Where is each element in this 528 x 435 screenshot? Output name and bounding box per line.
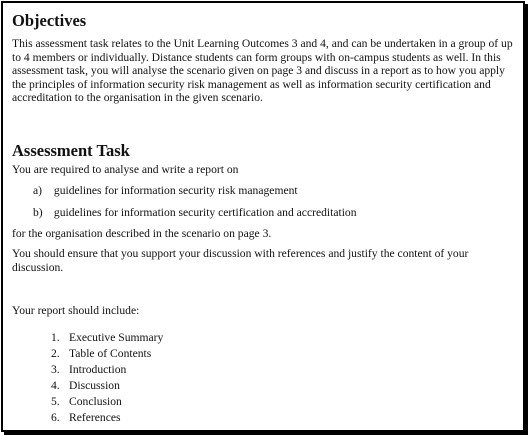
task-ensure: You should ensure that you support your discussion with references and justify the content of your discussion. <box>12 247 469 274</box>
task-item-marker: b) <box>33 206 43 219</box>
include-item-number: 2. <box>51 347 60 360</box>
include-item-text: References <box>69 411 121 424</box>
include-item-number: 1. <box>51 331 60 344</box>
assessment-task-heading: Assessment Task <box>12 141 130 160</box>
include-item-text: Executive Summary <box>69 331 164 344</box>
include-item <box>51 363 126 377</box>
include-item-number: 4. <box>51 379 60 392</box>
task-after: for the organisation described in the scenario on page 3. <box>12 227 272 240</box>
include-item-text: Discussion <box>69 379 120 392</box>
include-item-number: 6. <box>51 411 60 424</box>
task-item-text: guidelines for information security risk management <box>53 184 298 197</box>
include-item-text: Introduction <box>69 363 127 376</box>
include-item <box>51 395 122 409</box>
include-item <box>51 411 121 425</box>
task-item-a <box>33 184 298 198</box>
document-page <box>1 1 525 432</box>
include-item <box>51 379 120 393</box>
task-item-b <box>33 206 357 220</box>
include-item-text: Conclusion <box>69 395 122 408</box>
include-item <box>51 331 163 345</box>
include-item-text: Table of Contents <box>69 347 152 360</box>
task-item-marker: a) <box>33 184 43 197</box>
objectives-paragraph: This assessment task relates to the Unit Learning Outcomes 3 and 4, and can be undertaken in a group of up to 4 members or individually. Distance students can form groups with on-campus students as well. In this assessment task, you will analyse the scenario given on page 3 and discuss in a report as to how you apply the principles of information security risk management as well as information security certification and accreditation to the organisation in the given scenario. <box>12 37 513 105</box>
include-item-number: 3. <box>51 363 60 376</box>
include-item-number: 5. <box>51 395 60 408</box>
include-intro: Your report should include: <box>12 304 140 317</box>
task-item-text: guidelines for information security certification and accreditation <box>53 206 357 219</box>
objectives-heading: Objectives <box>12 11 87 30</box>
task-intro: You are required to analyse and write a report on <box>12 163 239 176</box>
include-item <box>51 347 151 361</box>
